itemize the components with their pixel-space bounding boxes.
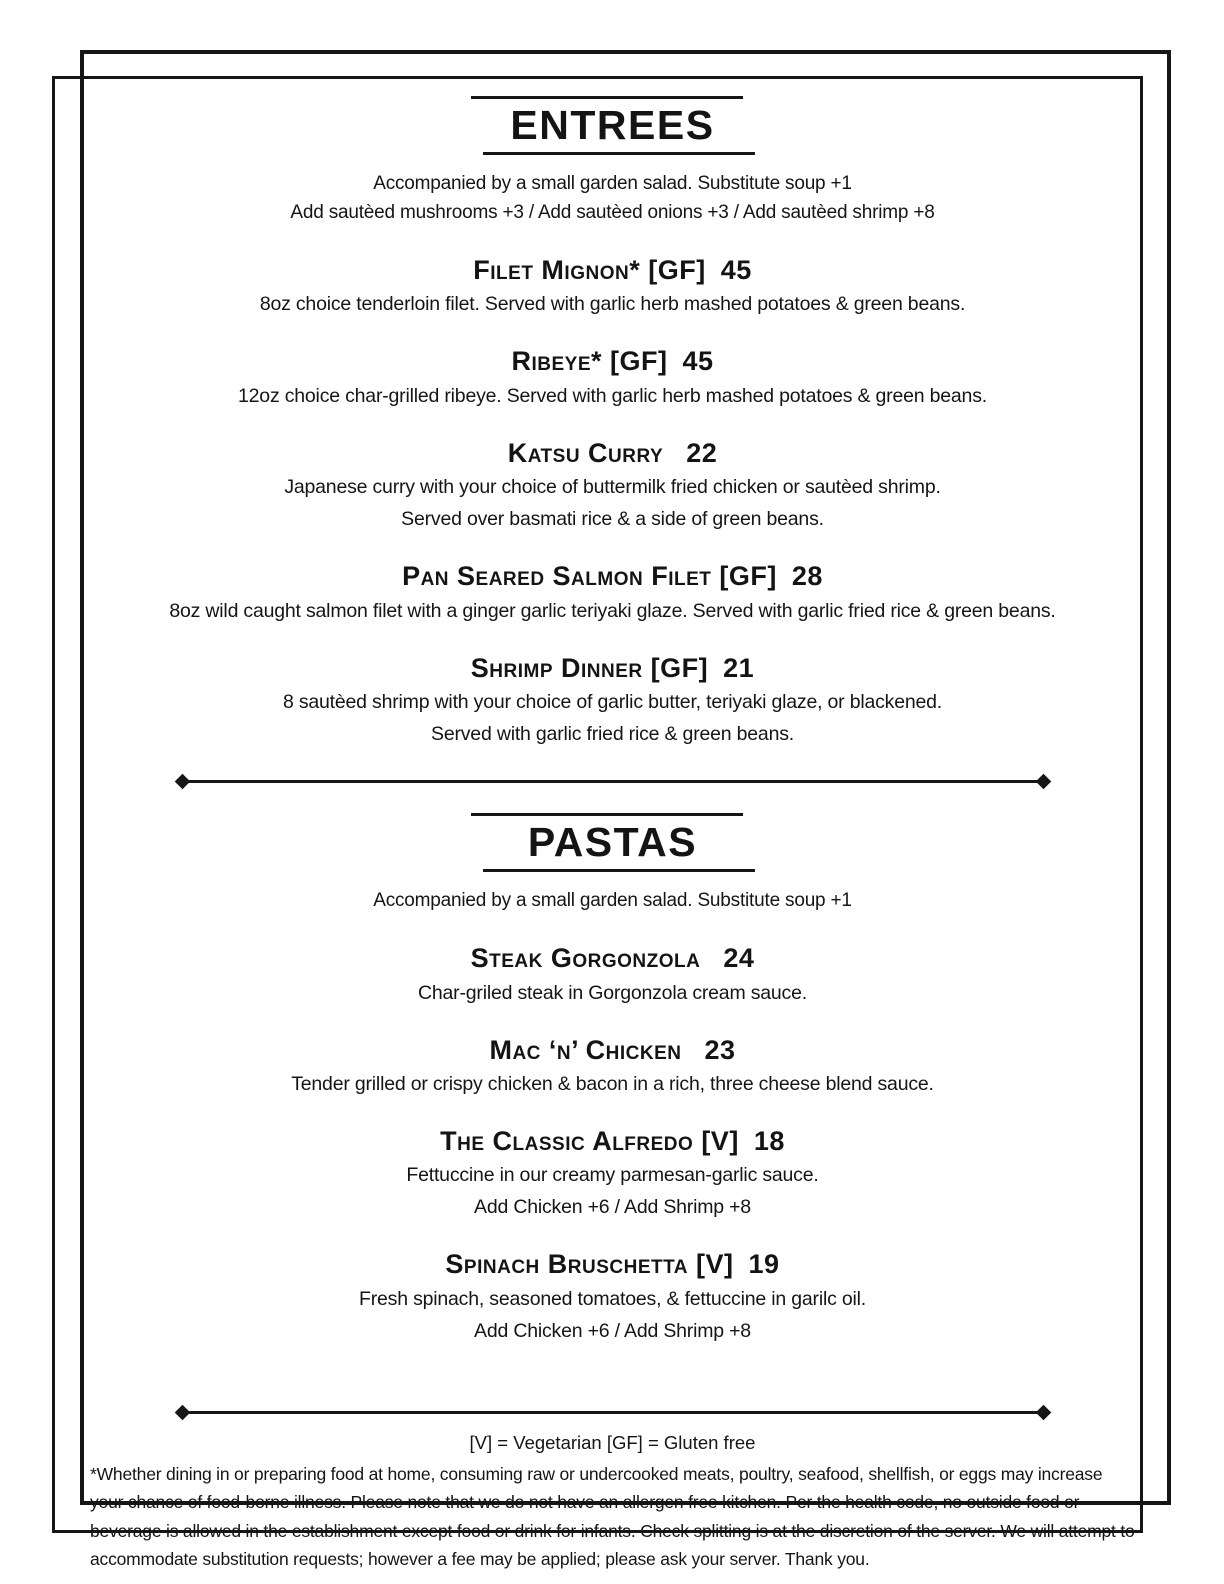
menu-item-salmon-filet <box>90 560 1135 624</box>
item-price: 45 <box>720 255 752 286</box>
entrees-rule-bottom <box>483 152 755 155</box>
section-title-entrees: ENTREES <box>510 102 715 148</box>
item-tag: [GF] <box>648 255 706 286</box>
menu-item-mac-n-chicken <box>90 1034 1135 1098</box>
menu-item-filet-mignon <box>90 254 1135 318</box>
item-description: Add Chicken +6 / Add Shrimp +8 <box>474 1196 751 1219</box>
item-title <box>90 942 1135 974</box>
item-description: Char-griled steak in Gorgonzola cream sauce. <box>418 981 807 1004</box>
item-description: Add Chicken +6 / Add Shrimp +8 <box>474 1319 751 1342</box>
entrees-note-2: Add sautèed mushrooms +3 / Add sautèed onions +3 / Add sautèed shrimp +8 <box>290 202 935 224</box>
divider-line <box>188 780 1038 783</box>
section-entrees <box>90 96 1135 787</box>
item-name: Steak Gorgonzola <box>470 943 701 974</box>
item-name: Ribeye* <box>511 346 602 377</box>
pastas-rule-bottom <box>483 869 755 872</box>
pastas-rule-top <box>471 813 743 816</box>
menu-item-steak-gorgonzola <box>90 942 1135 1006</box>
item-title <box>90 254 1135 286</box>
item-tag: [V] <box>701 1125 739 1156</box>
item-title <box>90 437 1135 469</box>
item-description: Fettuccine in our creamy parmesan-garlic sauce. <box>406 1164 819 1187</box>
item-price: 18 <box>753 1125 785 1156</box>
item-price: 22 <box>686 437 718 468</box>
item-title <box>90 560 1135 592</box>
item-tag: [GF] <box>650 652 709 683</box>
item-name: Spinach Bruschetta <box>445 1249 689 1280</box>
item-tag: [GF] <box>610 346 668 377</box>
diamond-icon <box>174 1404 190 1420</box>
menu-content <box>90 50 1135 1574</box>
diamond-divider-top <box>177 776 1049 787</box>
divider-line <box>188 1411 1038 1414</box>
diamond-icon <box>1035 774 1051 790</box>
item-description: Served with garlic fried rice & green beans. <box>431 723 794 746</box>
pastas-note-1: Accompanied by a small garden salad. Substitute soup +1 <box>373 890 852 912</box>
item-description: 8oz wild caught salmon filet with a ginger garlic teriyaki glaze. Served with garlic fried rice & green beans. <box>169 599 1056 622</box>
disclaimer-text: *Whether dining in or preparing food at home, consuming raw or undercooked meats, poultry, seafood, shellfish, or eggs may increase your chance of food-borne illness. Please note that we do not have an allergen free kitchen. Per the health code, no outside food or beverage is allowed in the establishment except food or drink for infants. Check splitting is at the discretion of the server. We will attempt to accommodate substitution requests; however a fee may be applied; please ask your server. Thank you. <box>90 1463 1135 1570</box>
item-title <box>90 652 1135 684</box>
item-name: The Classic Alfredo <box>440 1125 694 1156</box>
item-price: 19 <box>748 1249 780 1280</box>
item-price: 21 <box>723 652 755 683</box>
menu-item-katsu-curry <box>90 437 1135 533</box>
item-price: 24 <box>723 943 755 974</box>
item-name: Filet Mignon* <box>473 255 641 286</box>
item-price: 45 <box>682 346 714 377</box>
item-title <box>90 1125 1135 1157</box>
item-name: Pan Seared Salmon Filet <box>402 561 712 592</box>
item-name: Shrimp Dinner <box>470 652 643 683</box>
entrees-rule-top <box>471 96 743 99</box>
item-description: 12oz choice char-grilled ribeye. Served with garlic herb mashed potatoes & green beans. <box>238 384 987 407</box>
item-description: 8 sautèed shrimp with your choice of garlic butter, teriyaki glaze, or blackened. <box>282 691 943 714</box>
diamond-icon <box>1035 1404 1051 1420</box>
item-title <box>90 1248 1135 1280</box>
item-tag: [V] <box>696 1249 734 1280</box>
section-title-pastas: PASTAS <box>527 819 698 866</box>
menu-footer <box>90 1407 1135 1574</box>
dietary-legend: [V] = Vegetarian [GF] = Gluten free <box>469 1431 756 1453</box>
item-tag: [GF] <box>719 561 777 592</box>
item-title <box>90 345 1135 377</box>
section-pastas <box>90 813 1135 1345</box>
item-title <box>90 1034 1135 1066</box>
entrees-note-1: Accompanied by a small garden salad. Substitute soup +1 <box>373 173 852 195</box>
item-description: Japanese curry with your choice of buttermilk fried chicken or sautèed shrimp. <box>284 476 941 499</box>
item-description: Fresh spinach, seasoned tomatoes, & fettuccine in garilc oil. <box>359 1287 866 1310</box>
menu-item-ribeye <box>90 345 1135 409</box>
item-name: Katsu Curry <box>507 437 664 468</box>
item-description: Tender grilled or crispy chicken & bacon in a rich, three cheese blend sauce. <box>291 1072 934 1095</box>
menu-item-classic-alfredo <box>90 1125 1135 1221</box>
menu-item-spinach-bruschetta <box>90 1248 1135 1344</box>
item-description: Served over basmati rice & a side of green beans. <box>401 508 824 531</box>
diamond-icon <box>174 774 190 790</box>
item-price: 28 <box>791 561 823 592</box>
item-name: Mac ‘n’ Chicken <box>489 1034 682 1065</box>
menu-item-shrimp-dinner <box>90 652 1135 748</box>
diamond-divider-bottom <box>177 1407 1049 1418</box>
item-price: 23 <box>704 1034 736 1065</box>
item-description: 8oz choice tenderloin filet. Served with garlic herb mashed potatoes & green beans. <box>259 293 966 316</box>
